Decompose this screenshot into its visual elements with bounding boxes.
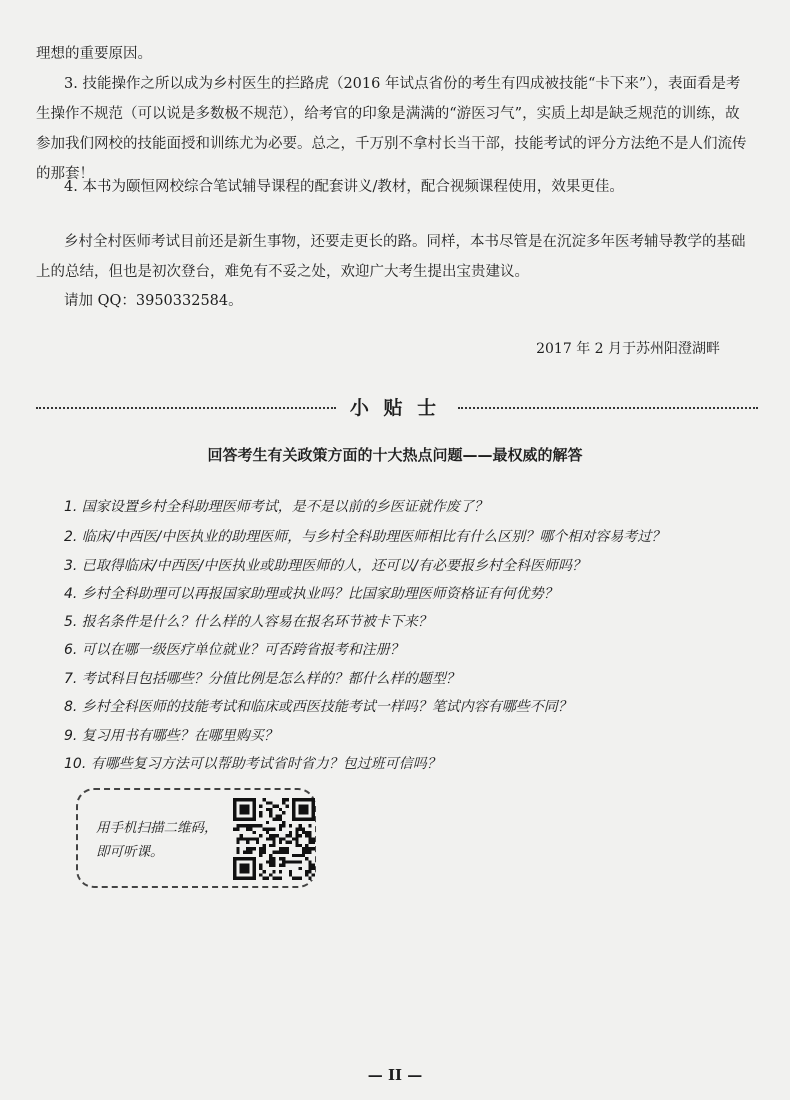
text-line: 4. 本书为颐恒网校综合笔试辅导课程的配套讲义/教材，配合视频课程使用，效果更佳。 [64,179,624,195]
signature: 2017 年 2 月于苏州阳澄湖畔 [536,341,720,357]
question-item: 9. 复习用书有哪些？在哪里购买？ [64,728,278,744]
text-line: 3. 技能操作之所以成为乡村医生的拦路虎（2016 年试点省份的考生有四成被技能“卡下来”），表面看是考 [64,76,741,92]
text-line: 理想的重要原因。 [36,46,152,62]
qr-instructions [96,816,218,864]
question-item: 10. 有哪些复习方法可以帮助考试省时省力？包过班可信吗？ [64,756,441,772]
text-line: 生操作不规范（可以说是多数极不规范），给考官的印象是满满的“游医习气”，实质上却是缺乏规范的训练，故 [36,106,740,122]
qr-text-line: 用手机扫描二维码， [96,820,218,836]
qr-callout [76,788,316,888]
qq-contact [36,290,758,312]
tips-title-text: 小 贴 士 [340,397,450,419]
text-line: 上的总结，但也是初次登台，难免有不妥之处，欢迎广大考生提出宝贵建议。 [36,264,529,280]
tips-subtitle: 回答考生有关政策方面的十大热点问题——最权威的解答 [207,446,583,464]
paragraph-3 [36,73,758,185]
tips-heading [0,393,790,420]
question-item: 7. 考试科目包括哪些？分值比例是怎么样的？都什么样的题型？ [64,671,460,687]
qr-code-icon[interactable] [233,798,315,880]
question-item: 4. 乡村全科助理可以再报国家助理或执业吗？比国家助理医师资格证有何优势？ [64,586,558,602]
question-item: 8. 乡村全科医师的技能考试和临床或西医技能考试一样吗？笔试内容有哪些不同？ [64,699,572,715]
qr-text-line: 即可听课。 [96,844,164,860]
question-item: 1. 国家设置乡村全科助理医师考试，是不是以前的乡医证就作废了？ [64,499,488,515]
paragraph-4 [36,176,758,198]
text-line: 参加我们网校的技能面授和训练尤为必要。总之，千万别不拿村长当干部，技能考试的评分方法绝不是人们流传 [36,136,747,152]
question-item: 3. 已取得临床/中西医/中医执业或助理医师的人，还可以/有必要报乡村全科医师吗？ [64,558,586,574]
question-item: 6. 可以在哪一级医疗单位就业？可否跨省报考和注册？ [64,642,404,658]
text-line: 乡村全村医师考试目前还是新生事物，还要走更长的路。同样，本书尽管是在沉淀多年医考辅导教学的基础 [64,234,746,250]
text-line: 的那套！ [36,166,94,182]
question-item: 2. 临床/中西医/中医执业的助理医师，与乡村全科助理医师相比有什么区别？哪个相对容易考过？ [64,529,666,545]
paragraph-5 [36,231,758,283]
page-number: — II — [367,1066,423,1084]
qq-number: 请加 QQ：3950332584。 [64,293,243,309]
question-item: 5. 报名条件是什么？什么样的人容易在报名环节被卡下来？ [64,614,432,630]
paragraph-tail [36,43,758,65]
